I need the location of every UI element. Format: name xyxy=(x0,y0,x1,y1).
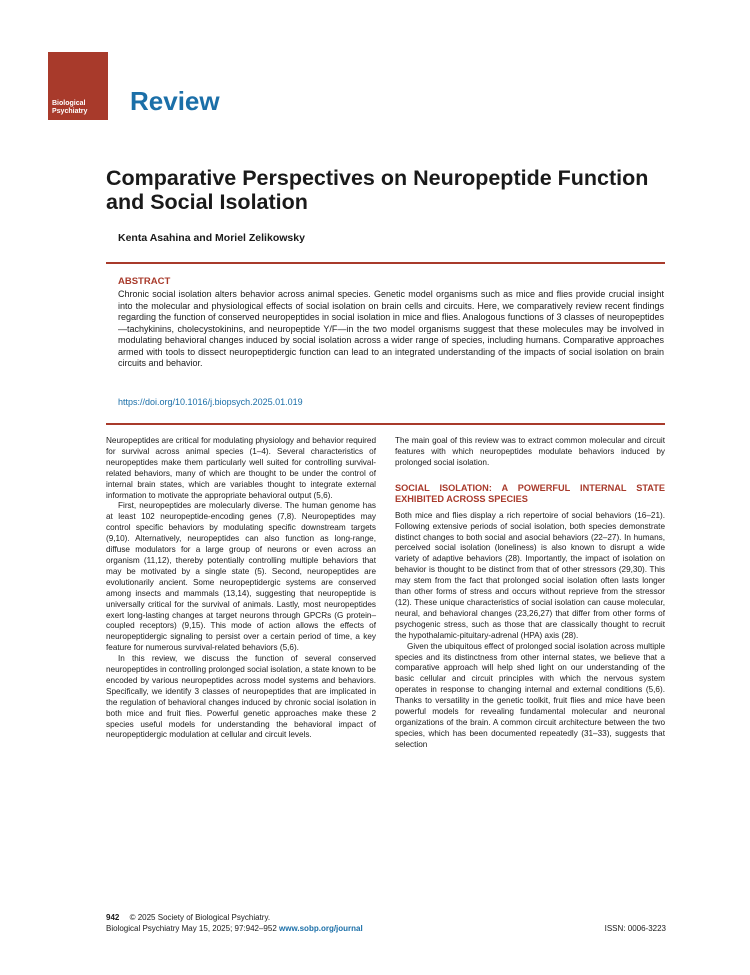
journal-logo-text xyxy=(52,100,87,116)
abstract-bottom-rule xyxy=(106,423,665,425)
body-paragraph: In this review, we discuss the function of several conserved neuropeptides in controlling prolonged social isolation, a state known to be encoded by various neuropeptides across model systems and behaviors. Specifically, we identify 3 classes of neuropeptides that are implicated in the regulation of behavioral changes induced by chronic social isolation in both mice and fruit flies. Powerful genetic approaches make these 2 species useful models for understanding the behavioral impact of neuropeptidergic modulation at cellular and circuit levels. xyxy=(106,654,376,740)
page-footer xyxy=(106,912,666,934)
abstract-body: Chronic social isolation alters behavior across animal species. Genetic model organisms such as mice and flies provide crucial insight into the molecular and physiological effects of social isolation on brain cells and circuits. Here, we comparatively review recent findings regarding the function of conserved neuropeptides in social isolation in mice and flies. Analogous functions of 3 classes of neuropeptides—tachykinins, cholecystokinins, and neuropeptide Y/F—in the two model organisms suggest that these molecules may be involved in modulating behavioral changes induced by social isolation across a wider range of species, including humans. Comparative approaches armed with tools to dissect neuropeptidergic function can lead to an integrated understanding of the impacts of social isolation on brain circuits and behavior. xyxy=(118,289,664,368)
body-paragraph: Given the ubiquitous effect of prolonged social isolation across multiple species and its distinctness from other internal states, we believe that a comparative approach will help shed light on our understanding of the basic cellular and circuit principles with which the nervous system operates in response to changing internal and external conditions (5,6). Thanks to versatility in the genetic toolkit, fruit flies and mice have been powerful models for revealing fundamental molecular and neuronal organizations of the brain. A common circuit architecture between the two species, which has been documented repeatedly (31–33), suggests that selection xyxy=(395,641,665,749)
journal-url-link[interactable]: www.sobp.org/journal xyxy=(279,924,363,933)
body-column-left xyxy=(106,436,376,741)
body-paragraph: Both mice and flies display a rich repertoire of social behaviors (16–21). Following extensive periods of social isolation, both species demonstrate distinct changes to both social and asocial behaviors (22–27). In humans, perceived social isolation (loneliness) is also known to disrupt a wide variety of adaptive behaviors (28). Importantly, the impact of isolation on behavior is thought to be distinct from that of other stressors (29,30). This may stem from the fact that prolonged social isolation often lasts longer than other forms of stress and occurs without reprieve from the stressor (12). These unique characteristics of social isolation can cause molecular, neural, and behavioral changes (23,26,27) that differ from other forms of psychogenic stress, such as those that are classically thought to recruit the hypothalamic-pituitary-adrenal (HPA) axis (28). xyxy=(395,510,665,640)
abstract-top-rule xyxy=(106,262,665,264)
page-number: 942 xyxy=(106,913,120,922)
logo-line-1: Biological xyxy=(52,100,86,107)
journal-citation: Biological Psychiatry May 15, 2025; 97:942–952 xyxy=(106,924,277,933)
doi-link[interactable]: https://doi.org/10.1016/j.biopsych.2025.01.019 xyxy=(118,397,303,407)
body-paragraph: Neuropeptides are critical for modulating physiology and behavior required for survival across animal species (1–4). Several characteristics of neuropeptides make them particularly well suited for controlling survival-related behaviors, many of which are thought to be under the control of internal brain states, which are variables thought to integrate external information to motivate the appropriate behavioral output (5,6). xyxy=(106,436,376,500)
copyright-notice: © 2025 Society of Biological Psychiatry. xyxy=(129,913,271,922)
issn-label: ISSN: 0006-3223 xyxy=(604,924,666,933)
abstract-heading: ABSTRACT xyxy=(118,276,171,287)
logo-line-2: Psychiatry xyxy=(52,108,88,115)
section-label: Review xyxy=(130,86,220,116)
body-column-right xyxy=(395,436,665,751)
section-heading: SOCIAL ISOLATION: A POWERFUL INTERNAL STATE EXHIBITED ACROSS SPECIES xyxy=(395,482,665,505)
author-list: Kenta Asahina and Moriel Zelikowsky xyxy=(118,232,305,244)
body-paragraph: The main goal of this review was to extract common molecular and circuit features with which neuropeptides modulate behaviors induced by prolonged social isolation. xyxy=(395,436,665,467)
article-title: Comparative Perspectives on Neuropeptide Function and Social Isolation xyxy=(106,166,649,214)
journal-logo xyxy=(48,52,108,120)
body-paragraph: First, neuropeptides are molecularly diverse. The human genome has at least 102 neuropeptide-encoding genes (7,8). Neuropeptides may control specific behaviors by modulating specific downstream targets (9,10). Alternatively, neuropeptides can also function as long-range, diffuse modulators for a large group of neurons or even across an organism (11,12), thereby potentially controlling multiple behaviors that may be motivated by a single state (5). Second, neuropeptides are evolutionarily ancient. Some neuropeptidergic systems are conserved among insects and mammals (13,14), suggesting that neuropeptide is universally critical for the survival of animals. Lastly, most neuropeptides exert long-lasting changes at target neurons through GPCRs (G protein–coupled receptors) (9,15). This mode of action allows the effects of neuropeptidergic signaling to persist over a certain period of time, a key feature for numerous survival-related behaviors (5,6). xyxy=(106,501,376,653)
